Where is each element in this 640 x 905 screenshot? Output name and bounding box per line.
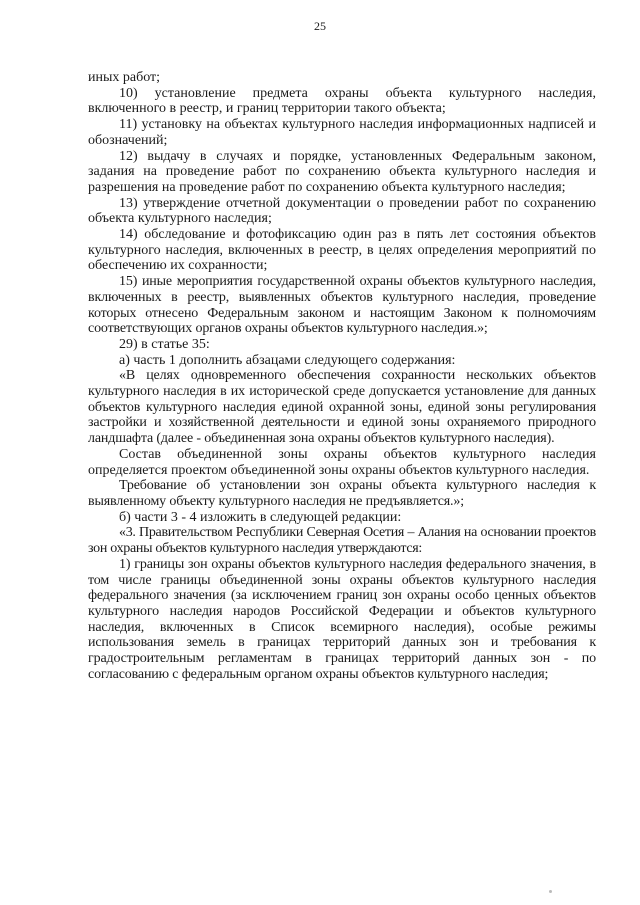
paragraph-part-a: а) часть 1 дополнить абзацами следующего содержания: <box>119 352 456 368</box>
paragraph-item-12: 12) выдачу в случаях и порядке, установленных Федеральным законом, задания на проведение работ по сохранению объекта культурного наследия и разрешения на проведение работ по сохранению объекта культурного наследия; <box>88 148 596 195</box>
document-body <box>88 70 596 682</box>
scan-artifact <box>549 890 552 893</box>
paragraph-item-10: 10) установление предмета охраны объекта культурного наследия, включенного в реестр, и границ территории такого объекта; <box>88 85 596 117</box>
paragraph-zone-composition: Состав объединенной зоны охраны объектов культурного наследия определяется проектом объединенной зоны охраны объектов культурного наследия. <box>88 446 596 478</box>
paragraph-zone-requirement: Требование об установлении зон охраны объекта культурного наследия к выявленному объекту культурного наследия не предъявляется.»; <box>88 478 596 509</box>
paragraph-part-b: б) части 3 - 4 изложить в следующей редакции: <box>119 509 402 525</box>
paragraph-subitem-1: 1) границы зон охраны объектов культурного наследия федерального значения, в том числе границы объединенной зоны охраны объектов культурного наследия федерального значения (за исключением границ зон охраны особо ценных объектов культурного наследия народов Российской Федерации и объектов культурного наследия, включенных в Список всемирного наследия), особые режимы использования земель в границах территорий данных зон и требования к градостроительным регламентам в границах территорий данных зон - по согласованию с федеральным органом охраны объектов культурного наследия; <box>88 556 596 682</box>
paragraph-item-13: 13) утверждение отчетной документации о проведении работ по сохранению объекта культурного наследия; <box>88 195 596 227</box>
paragraph-item-15: 15) иные мероприятия государственной охраны объектов культурного наследия, включенных в реестр, выявленных объектов культурного наследия, проведение которых отнесено Федеральным законом и настоящим Законом к полномочиям соответствующих органов охраны объектов культурного наследия.»; <box>88 274 596 337</box>
paragraph-item-3: «3. Правительством Республики Северная Осетия – Алания на основании проектов зон охраны объектов культурного наследия утверждаются: <box>88 525 596 557</box>
page-number: 25 <box>314 19 326 33</box>
paragraph-quote-combined-zone: «В целях одновременного обеспечения сохранности нескольких объектов культурного наследия в их исторической среде допускается установление для данных объектов культурного наследия единой охранной зоны, единой зоны регулирования застройки и хозяйственной деятельности и единой зоны охраняемого природного ландшафта (далее - объединенная зона охраны объектов культурного наследия). <box>88 368 596 447</box>
paragraph-article-35: 29) в статье 35: <box>119 336 210 352</box>
paragraph-item-11: 11) установку на объектах культурного наследия информационных надписей и обозначений; <box>88 117 596 148</box>
paragraph-continuation: иных работ; <box>88 70 161 85</box>
paragraph-item-14: 14) обследование и фотофиксацию один раз в пять лет состояния объектов культурного наследия, включенных в реестр, в целях определения мероприятий по обеспечению их сохранности; <box>88 227 596 274</box>
